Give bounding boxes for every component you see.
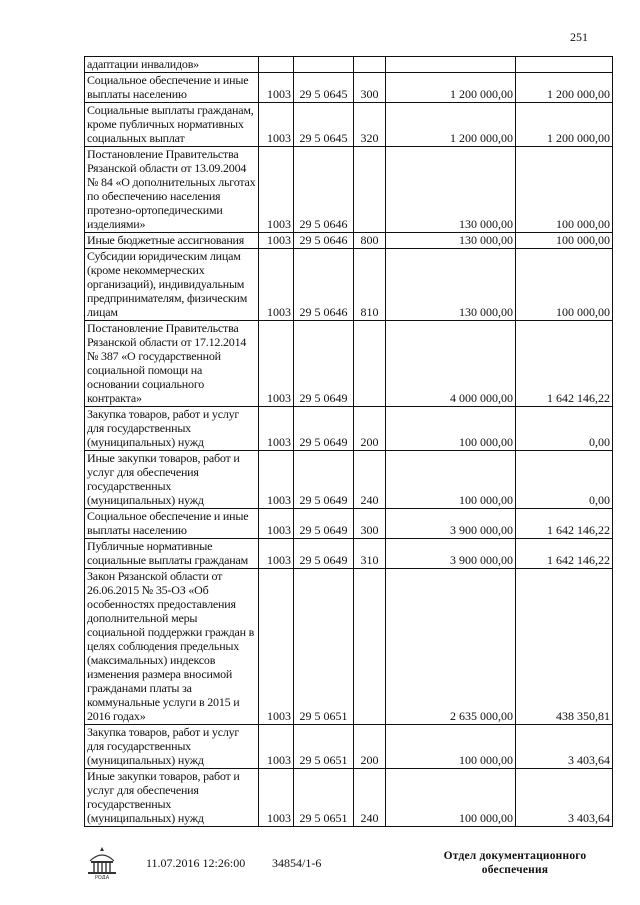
row-fact-cell: 1 200 000,00 xyxy=(516,103,613,147)
row-section-cell: 1003 xyxy=(259,103,294,147)
table-row xyxy=(85,249,613,321)
row-fact-cell: 3 403,64 xyxy=(516,725,613,769)
table-row xyxy=(85,57,613,73)
table-row xyxy=(85,407,613,451)
row-name-cell: Иные закупки товаров, работ и услуг для обеспечения государственных (муниципальных) нужд xyxy=(85,769,259,827)
row-name-cell: Социальное обеспечение и иные выплаты населению xyxy=(85,73,259,103)
row-name-cell: Иные закупки товаров, работ и услуг для обеспечения государственных (муниципальных) нужд xyxy=(85,451,259,509)
row-fact-cell: 3 403,64 xyxy=(516,769,613,827)
logo-text: РОДА xyxy=(94,875,110,879)
table-row xyxy=(85,451,613,509)
row-plan-cell: 1 200 000,00 xyxy=(386,73,516,103)
budget-table-body xyxy=(85,57,613,827)
footer-department xyxy=(430,849,600,877)
budget-table xyxy=(84,56,613,827)
row-section-cell: 1003 xyxy=(259,233,294,249)
row-expense-type-cell xyxy=(354,57,386,73)
row-expense-type-cell: 800 xyxy=(354,233,386,249)
row-article-cell: 29 5 0651 xyxy=(294,569,354,725)
row-section-cell: 1003 xyxy=(259,769,294,827)
row-plan-cell: 100 000,00 xyxy=(386,725,516,769)
row-section-cell: 1003 xyxy=(259,451,294,509)
footer-date: 11.07.2016 12:26:00 xyxy=(146,856,246,870)
duma-emblem-icon xyxy=(84,845,120,879)
table-row xyxy=(85,321,613,407)
table-row xyxy=(85,569,613,725)
row-article-cell: 29 5 0649 xyxy=(294,509,354,539)
row-expense-type-cell: 200 xyxy=(354,725,386,769)
row-section-cell: 1003 xyxy=(259,725,294,769)
row-article-cell: 29 5 0651 xyxy=(294,769,354,827)
row-name-cell: Иные бюджетные ассигнования xyxy=(85,233,259,249)
row-name-cell: Социальное обеспечение и иные выплаты населению xyxy=(85,509,259,539)
row-expense-type-cell: 320 xyxy=(354,103,386,147)
row-plan-cell: 130 000,00 xyxy=(386,147,516,233)
row-section-cell: 1003 xyxy=(259,539,294,569)
row-expense-type-cell xyxy=(354,147,386,233)
table-row xyxy=(85,509,613,539)
row-plan-cell: 100 000,00 xyxy=(386,769,516,827)
row-article-cell: 29 5 0645 xyxy=(294,103,354,147)
row-section-cell xyxy=(259,57,294,73)
row-plan-cell: 1 200 000,00 xyxy=(386,103,516,147)
row-fact-cell: 1 642 146,22 xyxy=(516,321,613,407)
row-expense-type-cell xyxy=(354,569,386,725)
row-article-cell: 29 5 0649 xyxy=(294,321,354,407)
row-expense-type-cell: 240 xyxy=(354,451,386,509)
row-article-cell: 29 5 0646 xyxy=(294,147,354,233)
row-fact-cell: 1 642 146,22 xyxy=(516,509,613,539)
table-row xyxy=(85,103,613,147)
row-fact-cell: 100 000,00 xyxy=(516,249,613,321)
row-article-cell: 29 5 0649 xyxy=(294,407,354,451)
footer-department-line1: Отдел документационного xyxy=(443,850,587,862)
row-name-cell: Публичные нормативные социальные выплаты гражданам xyxy=(85,539,259,569)
row-expense-type-cell: 240 xyxy=(354,769,386,827)
row-section-cell: 1003 xyxy=(259,73,294,103)
row-name-cell: Закупка товаров, работ и услуг для государственных (муниципальных) нужд xyxy=(85,407,259,451)
row-name-cell: Субсидии юридическим лицам (кроме некоммерческих организаций), индивидуальным предпринимателям, физическим лицам xyxy=(85,249,259,321)
row-fact-cell: 1 200 000,00 xyxy=(516,73,613,103)
row-expense-type-cell: 200 xyxy=(354,407,386,451)
row-name-cell: адаптации инвалидов» xyxy=(85,57,259,73)
table-row xyxy=(85,73,613,103)
row-section-cell: 1003 xyxy=(259,407,294,451)
row-article-cell: 29 5 0651 xyxy=(294,725,354,769)
row-expense-type-cell: 300 xyxy=(354,73,386,103)
row-fact-cell: 0,00 xyxy=(516,451,613,509)
row-expense-type-cell: 300 xyxy=(354,509,386,539)
table-row xyxy=(85,769,613,827)
row-plan-cell: 3 900 000,00 xyxy=(386,539,516,569)
table-row xyxy=(85,233,613,249)
page-number: 251 xyxy=(570,30,588,44)
footer-department-line2: обеспечения xyxy=(481,864,549,876)
row-section-cell: 1003 xyxy=(259,321,294,407)
row-article-cell xyxy=(294,57,354,73)
page-footer xyxy=(0,845,640,905)
row-plan-cell: 4 000 000,00 xyxy=(386,321,516,407)
row-fact-cell: 0,00 xyxy=(516,407,613,451)
row-name-cell: Постановление Правительства Рязанской области от 13.09.2004 № 84 «О дополнительных льготах по обеспечению населения протезно-ортопедическими изделиями» xyxy=(85,147,259,233)
table-row xyxy=(85,539,613,569)
row-plan-cell: 3 900 000,00 xyxy=(386,509,516,539)
row-plan-cell: 2 635 000,00 xyxy=(386,569,516,725)
row-plan-cell: 100 000,00 xyxy=(386,451,516,509)
row-article-cell: 29 5 0649 xyxy=(294,451,354,509)
row-article-cell: 29 5 0646 xyxy=(294,233,354,249)
row-plan-cell: 100 000,00 xyxy=(386,407,516,451)
row-plan-cell: 130 000,00 xyxy=(386,233,516,249)
row-expense-type-cell: 810 xyxy=(354,249,386,321)
row-article-cell: 29 5 0645 xyxy=(294,73,354,103)
row-expense-type-cell xyxy=(354,321,386,407)
row-fact-cell: 100 000,00 xyxy=(516,233,613,249)
row-plan-cell xyxy=(386,57,516,73)
table-row xyxy=(85,725,613,769)
row-expense-type-cell: 310 xyxy=(354,539,386,569)
row-fact-cell: 100 000,00 xyxy=(516,147,613,233)
row-article-cell: 29 5 0649 xyxy=(294,539,354,569)
row-section-cell: 1003 xyxy=(259,569,294,725)
row-fact-cell xyxy=(516,57,613,73)
row-section-cell: 1003 xyxy=(259,249,294,321)
row-fact-cell: 1 642 146,22 xyxy=(516,539,613,569)
row-name-cell: Постановление Правительства Рязанской области от 17.12.2014 № 387 «О государственной социальной помощи на основании социального контракта» xyxy=(85,321,259,407)
row-name-cell: Закупка товаров, работ и услуг для государственных (муниципальных) нужд xyxy=(85,725,259,769)
footer-doc-number: 34854/1-6 xyxy=(272,856,322,870)
row-name-cell: Социальные выплаты гражданам, кроме публичных нормативных социальных выплат xyxy=(85,103,259,147)
row-plan-cell: 130 000,00 xyxy=(386,249,516,321)
table-row xyxy=(85,147,613,233)
row-section-cell: 1003 xyxy=(259,509,294,539)
row-article-cell: 29 5 0646 xyxy=(294,249,354,321)
row-section-cell: 1003 xyxy=(259,147,294,233)
row-fact-cell: 438 350,81 xyxy=(516,569,613,725)
row-name-cell: Закон Рязанской области от 26.06.2015 № 35-ОЗ «Об особенностях предоставления дополнительной меры социальной поддержки граждан в целях соблюдения предельных (максимальных) индексов изменения размера вносимой гражданами платы за коммунальные услуги в 2015 и 2016 годах» xyxy=(85,569,259,725)
